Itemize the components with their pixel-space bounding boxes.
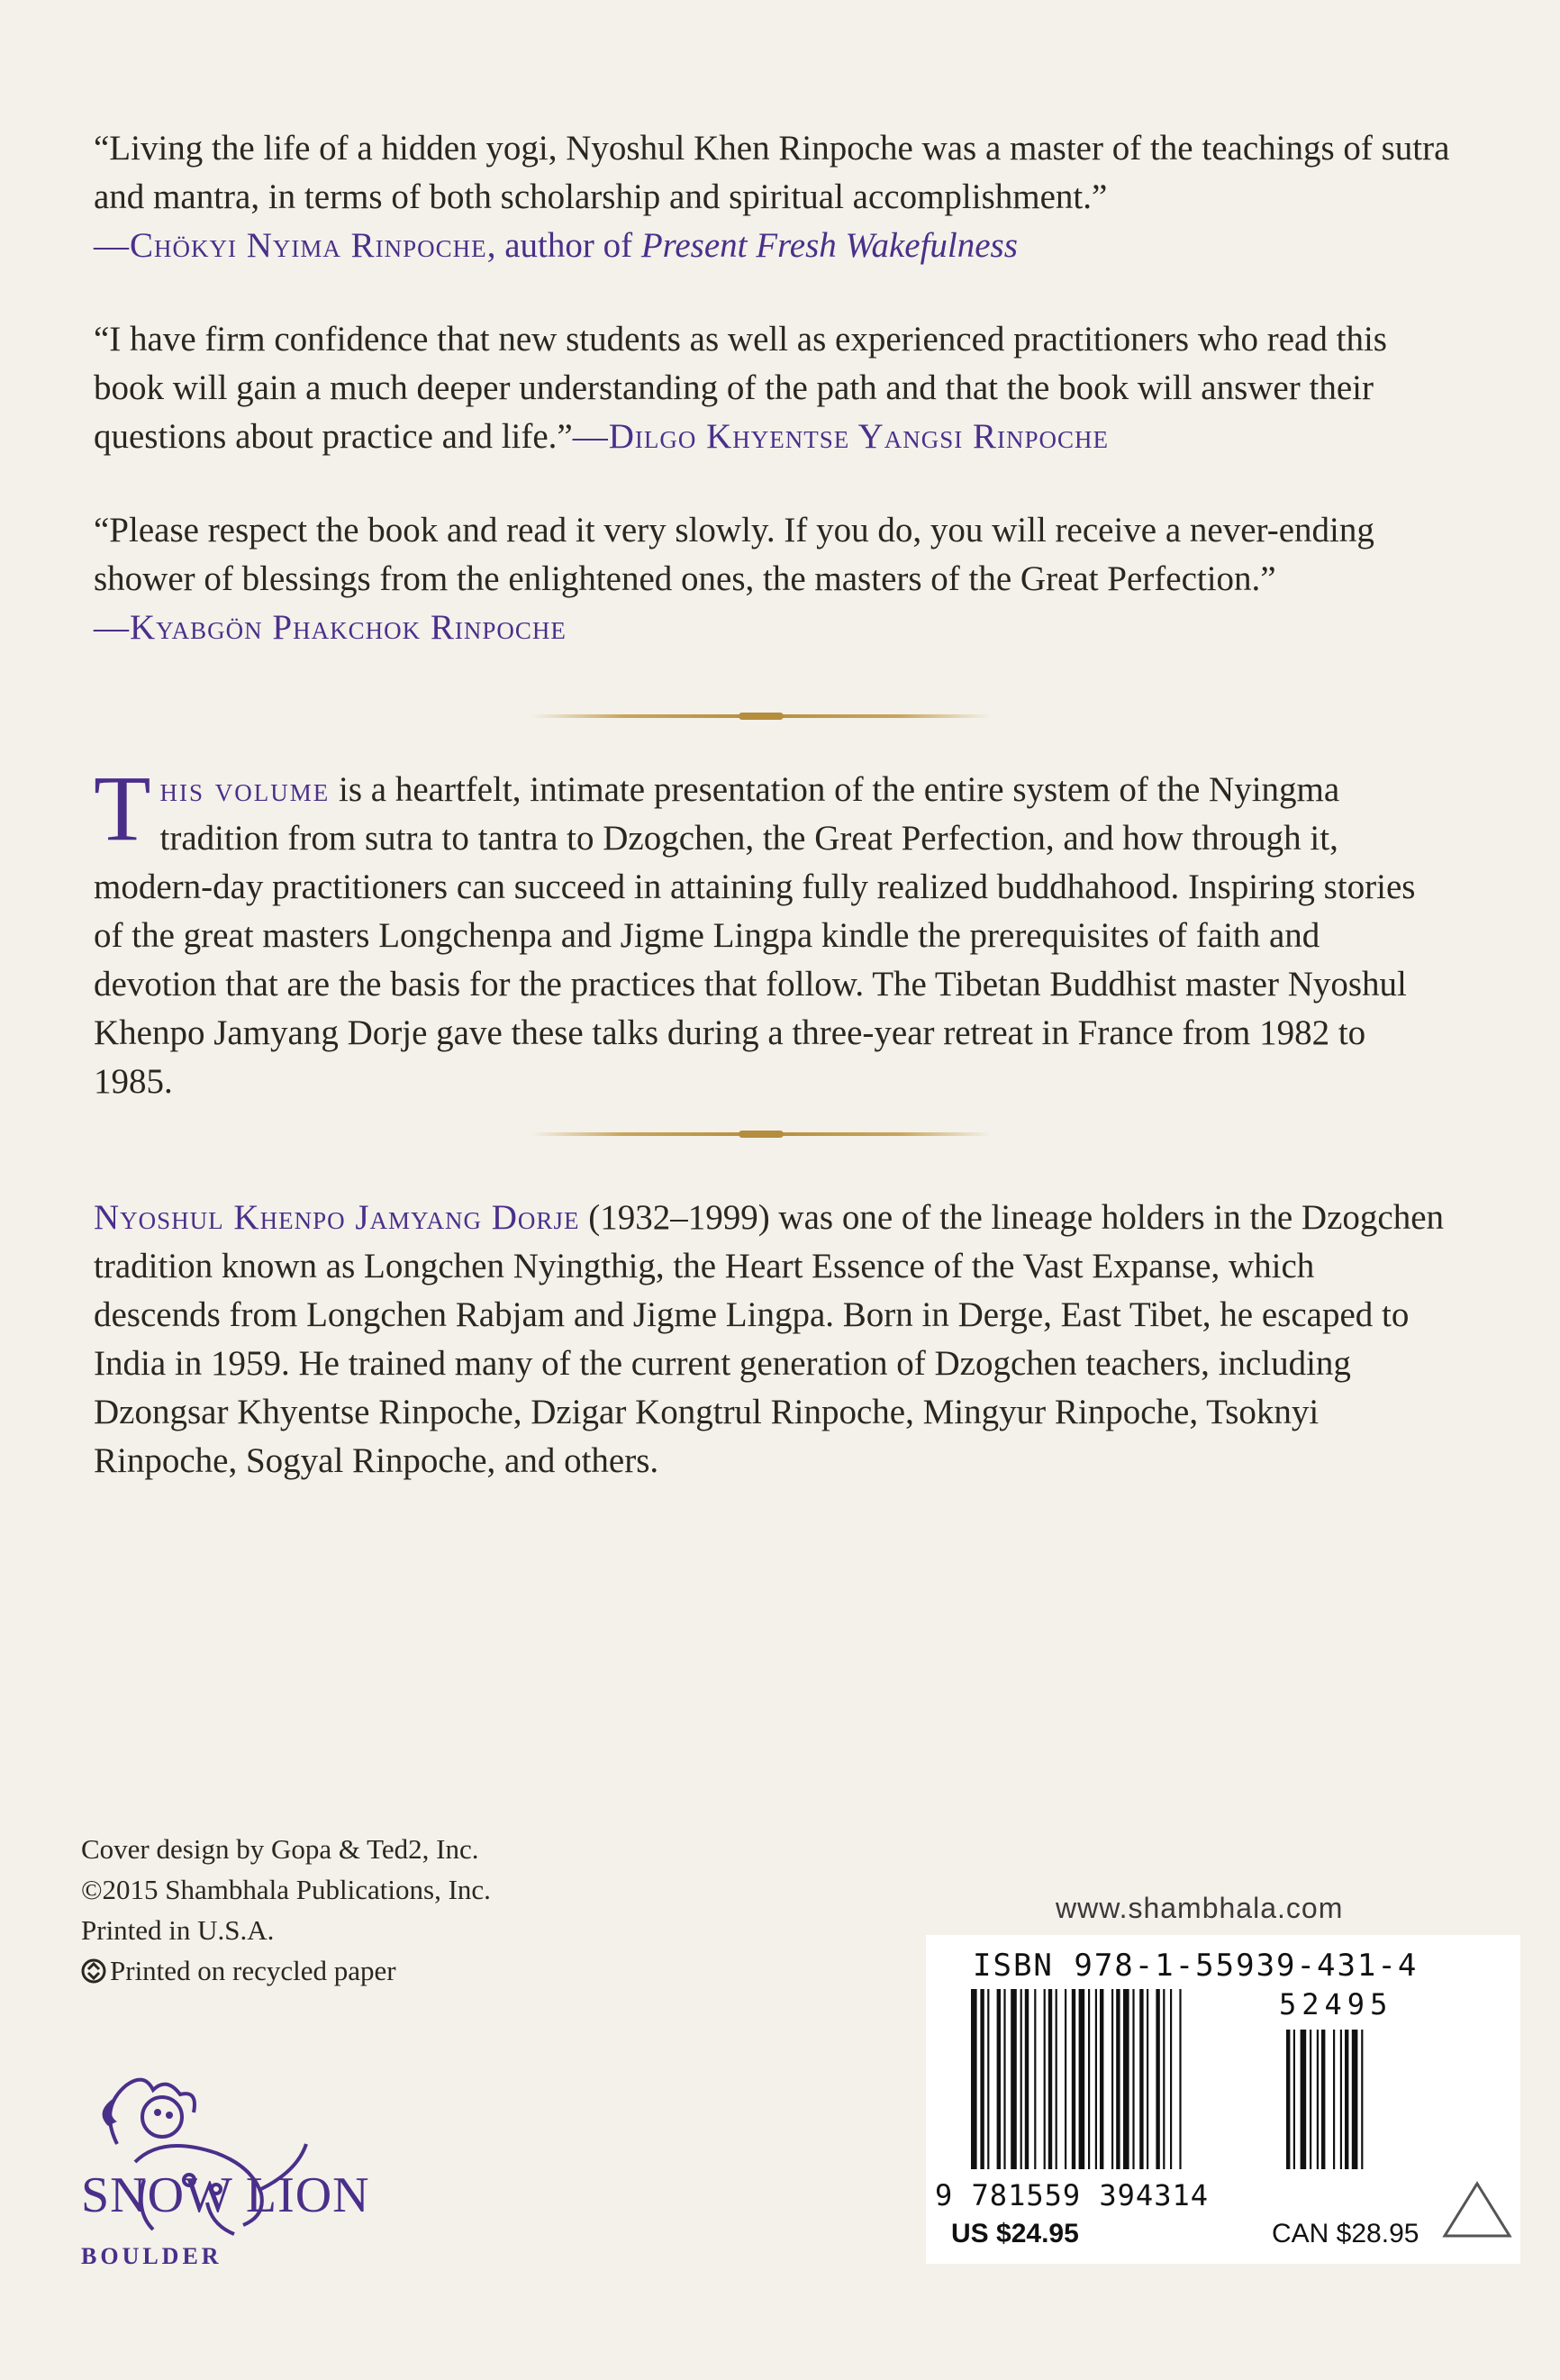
barcode-addon-bar	[1345, 2030, 1348, 2169]
barcode-addon-bar	[1317, 2030, 1319, 2169]
isbn-number: ISBN 978-1-55939-431-4	[973, 1948, 1419, 1984]
author-bio	[94, 1194, 1445, 1485]
barcode-bar	[1079, 1989, 1085, 2169]
barcode-bar	[1048, 1989, 1052, 2169]
barcode-bar	[1116, 1989, 1120, 2169]
barcode-bar	[1003, 1989, 1005, 2169]
barcode-bar	[1147, 1989, 1148, 2169]
endorsement-quote: “Living the life of a hidden yogi, Nyoshul Khen Rinpoche was a master of the teachings of sutra and mantra, in terms of both scholarship and spiritual accomplishment.”	[94, 129, 1450, 216]
barcode-addon-bar	[1286, 2030, 1290, 2169]
barcode-addon-bar	[1310, 2030, 1311, 2169]
barcode-bar	[1132, 1989, 1134, 2169]
barcode-bar	[1123, 1989, 1129, 2169]
ornamental-divider	[531, 1132, 991, 1136]
cover-design-credit: Cover design by Gopa & Ted2, Inc.	[81, 1833, 479, 1865]
copyright-notice: ©2015 Shambhala Publications, Inc.	[81, 1874, 491, 1905]
endorsement-author: —Kyabgön Phakchok Rinpoche	[94, 608, 567, 647]
drop-cap: T	[94, 757, 151, 860]
printed-location: Printed in U.S.A.	[81, 1914, 275, 1946]
barcode-bar	[1095, 1989, 1097, 2169]
barcode-bar	[1179, 1989, 1181, 2169]
book-description	[94, 757, 1445, 1106]
recycled-note	[81, 1950, 491, 1991]
barcode-bar	[971, 1989, 977, 2169]
barcode-digits: 9 781559 394314	[935, 2178, 1209, 2212]
recycled-text: Printed on recycled paper	[110, 1955, 396, 1986]
endorsement-author: —Chökyi Nyima Rinpoche	[94, 226, 487, 265]
publication-credits	[81, 1829, 491, 1991]
endorsement-attribution	[94, 222, 1463, 270]
endorsement-2	[94, 315, 1463, 461]
barcode-bar	[1100, 1989, 1103, 2169]
bio-text: (1932–1999) was one of the lineage holders in the Dzogchen tradition known as Longchen Nyingthig, the Heart Essence of the Vast Expanse, which descends from Longchen Rabjam and Jigme Lingpa. Born in Derge, East Tibet, he escaped to India in 1959. He trained many of the current generation of Dzogchen teachers, including Dzongsar Khyentse Rinpoche, Dzigar Kongtrul Rinpoche, Mingyur Rinpoche, Tsoknyi Rinpoche, Sogyal Rinpoche, and others.	[94, 1198, 1445, 1480]
publisher-website: www.shambhala.com	[1056, 1892, 1344, 1924]
description-lead: his volume	[159, 770, 331, 809]
endorsements	[94, 124, 1463, 697]
barcode-bar	[1044, 1989, 1046, 2169]
barcode-bars	[944, 1989, 1430, 2178]
description-text: is a heartfelt, intimate presentation of the entire system of the Nyingma tradition from sutra to tantra to Dzogchen, the Great Perfection, and how through it, modern-day practitioners can succeed in attaining fully realized buddhahood. Inspiring stories of the great masters Longchenpa and Jigme Lingpa kindle the prerequisites of faith and devotion that are the basis for the practices that follow. The Tibetan Buddhist master Nyoshul Khenpo Jamyang Dorje gave these talks during a three-year retreat in France from 1982 to 1985.	[94, 770, 1416, 1101]
endorsement-quote: “I have firm confidence that new students as well as experienced practitioners who read this book will gain a much deeper understanding of the path and that the book will answer their questions about practice and life.”	[94, 320, 1387, 456]
barcode-addon-bar	[1301, 2030, 1307, 2169]
barcode-addon-bar	[1333, 2030, 1335, 2169]
barcode-bar	[1156, 1989, 1159, 2169]
endorsement-1	[94, 124, 1463, 270]
barcode-addon-bar	[1293, 2030, 1295, 2169]
publisher-name: SNOW LION	[81, 2167, 370, 2223]
barcode-bar	[1020, 1989, 1022, 2169]
barcode-bar	[1011, 1989, 1017, 2169]
barcode-bar	[1139, 1989, 1143, 2169]
barcode-bar	[1072, 1989, 1075, 2169]
price-us: US $24.95	[951, 2219, 1079, 2248]
barcode-bar	[997, 1989, 1001, 2169]
barcode-panel	[926, 1935, 1520, 2264]
barcode-addon-bar	[1340, 2030, 1342, 2169]
endorsement-3	[94, 506, 1463, 652]
endorsement-author: —Dilgo Khyentse Yangsi Rinpoche	[572, 417, 1110, 456]
barcode-addon-digits: 52495	[1279, 1987, 1393, 2021]
recycle-icon	[81, 1958, 106, 1984]
snow-lion-logo	[81, 2036, 423, 2270]
publisher-city: BOULDER	[81, 2243, 222, 2269]
ornamental-divider	[531, 714, 991, 718]
barcode-addon-bar	[1321, 2030, 1325, 2169]
endorsement-quote: “Please respect the book and read it very slowly. If you do, you will receive a never-ending shower of blessings from the enlightened ones, the masters of the Great Perfection.”	[94, 511, 1374, 598]
barcode-bar	[1111, 1989, 1113, 2169]
barcode-bar	[1163, 1989, 1165, 2169]
barcode-bar	[980, 1989, 984, 2169]
barcode-bar	[987, 1989, 989, 2169]
author-name: Nyoshul Khenpo Jamyang Dorje	[94, 1198, 580, 1237]
barcode-bar	[1025, 1989, 1029, 2169]
warning-triangle-icon	[1441, 2178, 1513, 2241]
barcode-addon-bar	[1352, 2030, 1358, 2169]
barcode-bar	[1056, 1989, 1057, 2169]
barcode-bar	[1170, 1989, 1172, 2169]
barcode-bar	[1034, 1989, 1036, 2169]
endorsement-author-suffix: , author of	[486, 226, 641, 265]
barcode-addon-bar	[1361, 2030, 1363, 2169]
endorsement-book-title: Present Fresh Wakefulness	[640, 226, 1018, 265]
barcode-bar	[1065, 1989, 1066, 2169]
price-can: CAN $28.95	[1272, 2219, 1419, 2248]
barcode-bar	[1088, 1989, 1090, 2169]
